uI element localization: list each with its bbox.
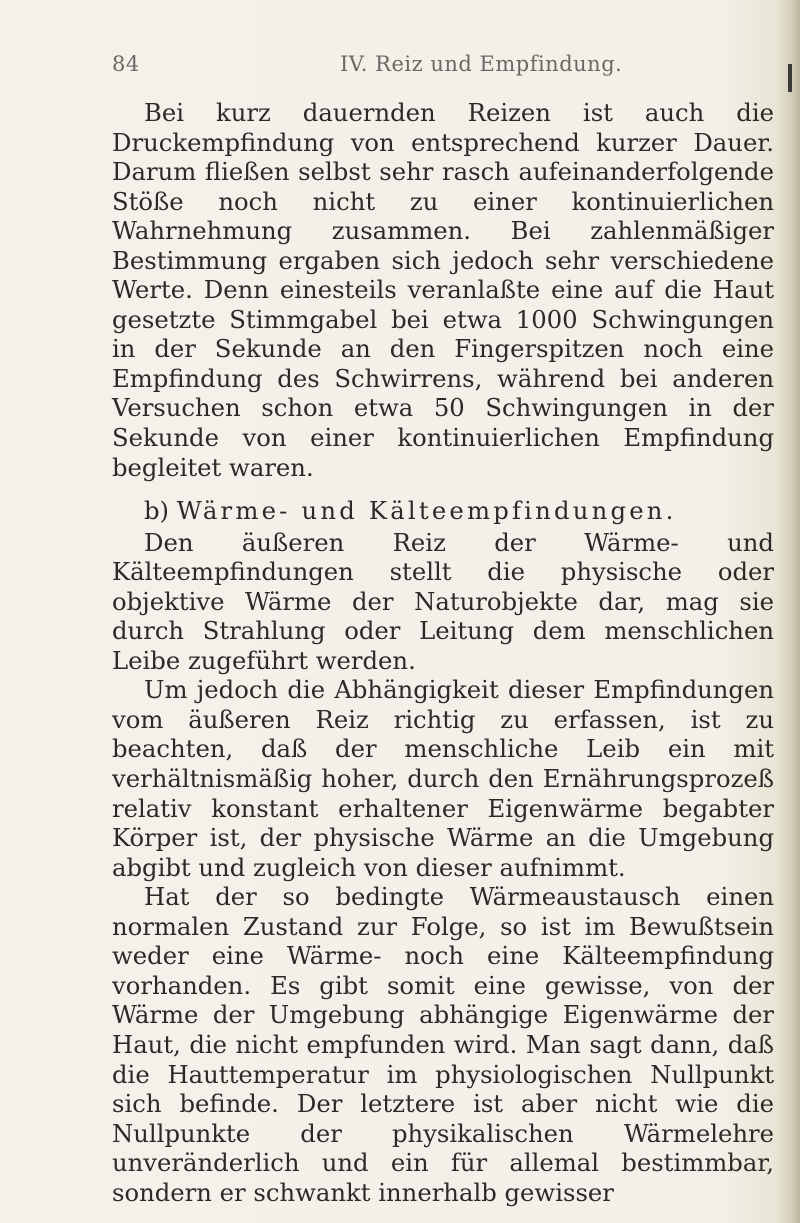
page-number: 84 [112, 52, 140, 76]
body-text [112, 98, 774, 1207]
paragraph-pressure-duration: Bei kurz dauernden Reizen ist auch die Druckempfindung von entsprechend kurzer Dauer. Darum fließen selbst sehr rasch aufeinanderfolgende Stöße noch nicht zu einer kontinuierlichen Wahrnehmung zusammen. Bei zahlenmäßiger Bestimmung ergaben sich jedoch sehr verschiedene Werte. Denn einesteils veranlaßte eine auf die Haut gesetzte Stimmgabel bei etwa 1000 Schwingungen in der Sekunde an den Fingerspitzen noch eine Empfindung des Schwirrens, während bei anderen Versuchen schon etwa 50 Schwingungen in der Sekunde von einer kontinuierlichen Empfindung begleitet waren. [112, 98, 774, 482]
margin-mark [788, 64, 792, 92]
section-heading [112, 496, 774, 526]
paragraph-body-heat: Um jedoch die Abhängigkeit dieser Empfindungen vom äußeren Reiz richtig zu erfassen, ist zu beachten, daß der menschliche Leib ein mit verhältnismäßig hoher, durch den Ernährungsprozeß relativ konstant erhaltener Eigenwärme begabter Körper ist, der physische Wärme an die Umgebung abgibt und zugleich von dieser aufnimmt. [112, 675, 774, 882]
running-title: IV. Reiz und Empfindung. [340, 52, 623, 76]
section-title: Wärme- und Kälteempfindungen. [176, 496, 677, 526]
paragraph-external-stimulus: Den äußeren Reiz der Wärme- und Kälteempfindungen stellt die physische oder objektive Wärme der Naturobjekte dar, mag sie durch Strahlung oder Leitung dem menschlichen Leibe zugeführt werden. [112, 527, 774, 675]
paragraph-zero-point: Hat der so bedingte Wärmeaustausch einen normalen Zustand zur Folge, so ist im Bewußtsein weder eine Wärme- noch eine Kälteempfindung vorhanden. Es gibt somit eine gewisse, von der Wärme der Umgebung abhängige Eigenwärme der Haut, die nicht empfunden wird. Man sagt dann, daß die Hauttemperatur im physiologischen Nullpunkt sich befinde. Der letztere ist aber nicht wie die Nullpunkte der physikalischen Wärmelehre unveränderlich und ein für allemal bestimmbar, sondern er schwankt innerhalb gewisser [112, 882, 774, 1207]
page-edge-shadow [778, 0, 800, 1223]
section-label: b) [144, 496, 170, 526]
running-header [112, 52, 752, 82]
